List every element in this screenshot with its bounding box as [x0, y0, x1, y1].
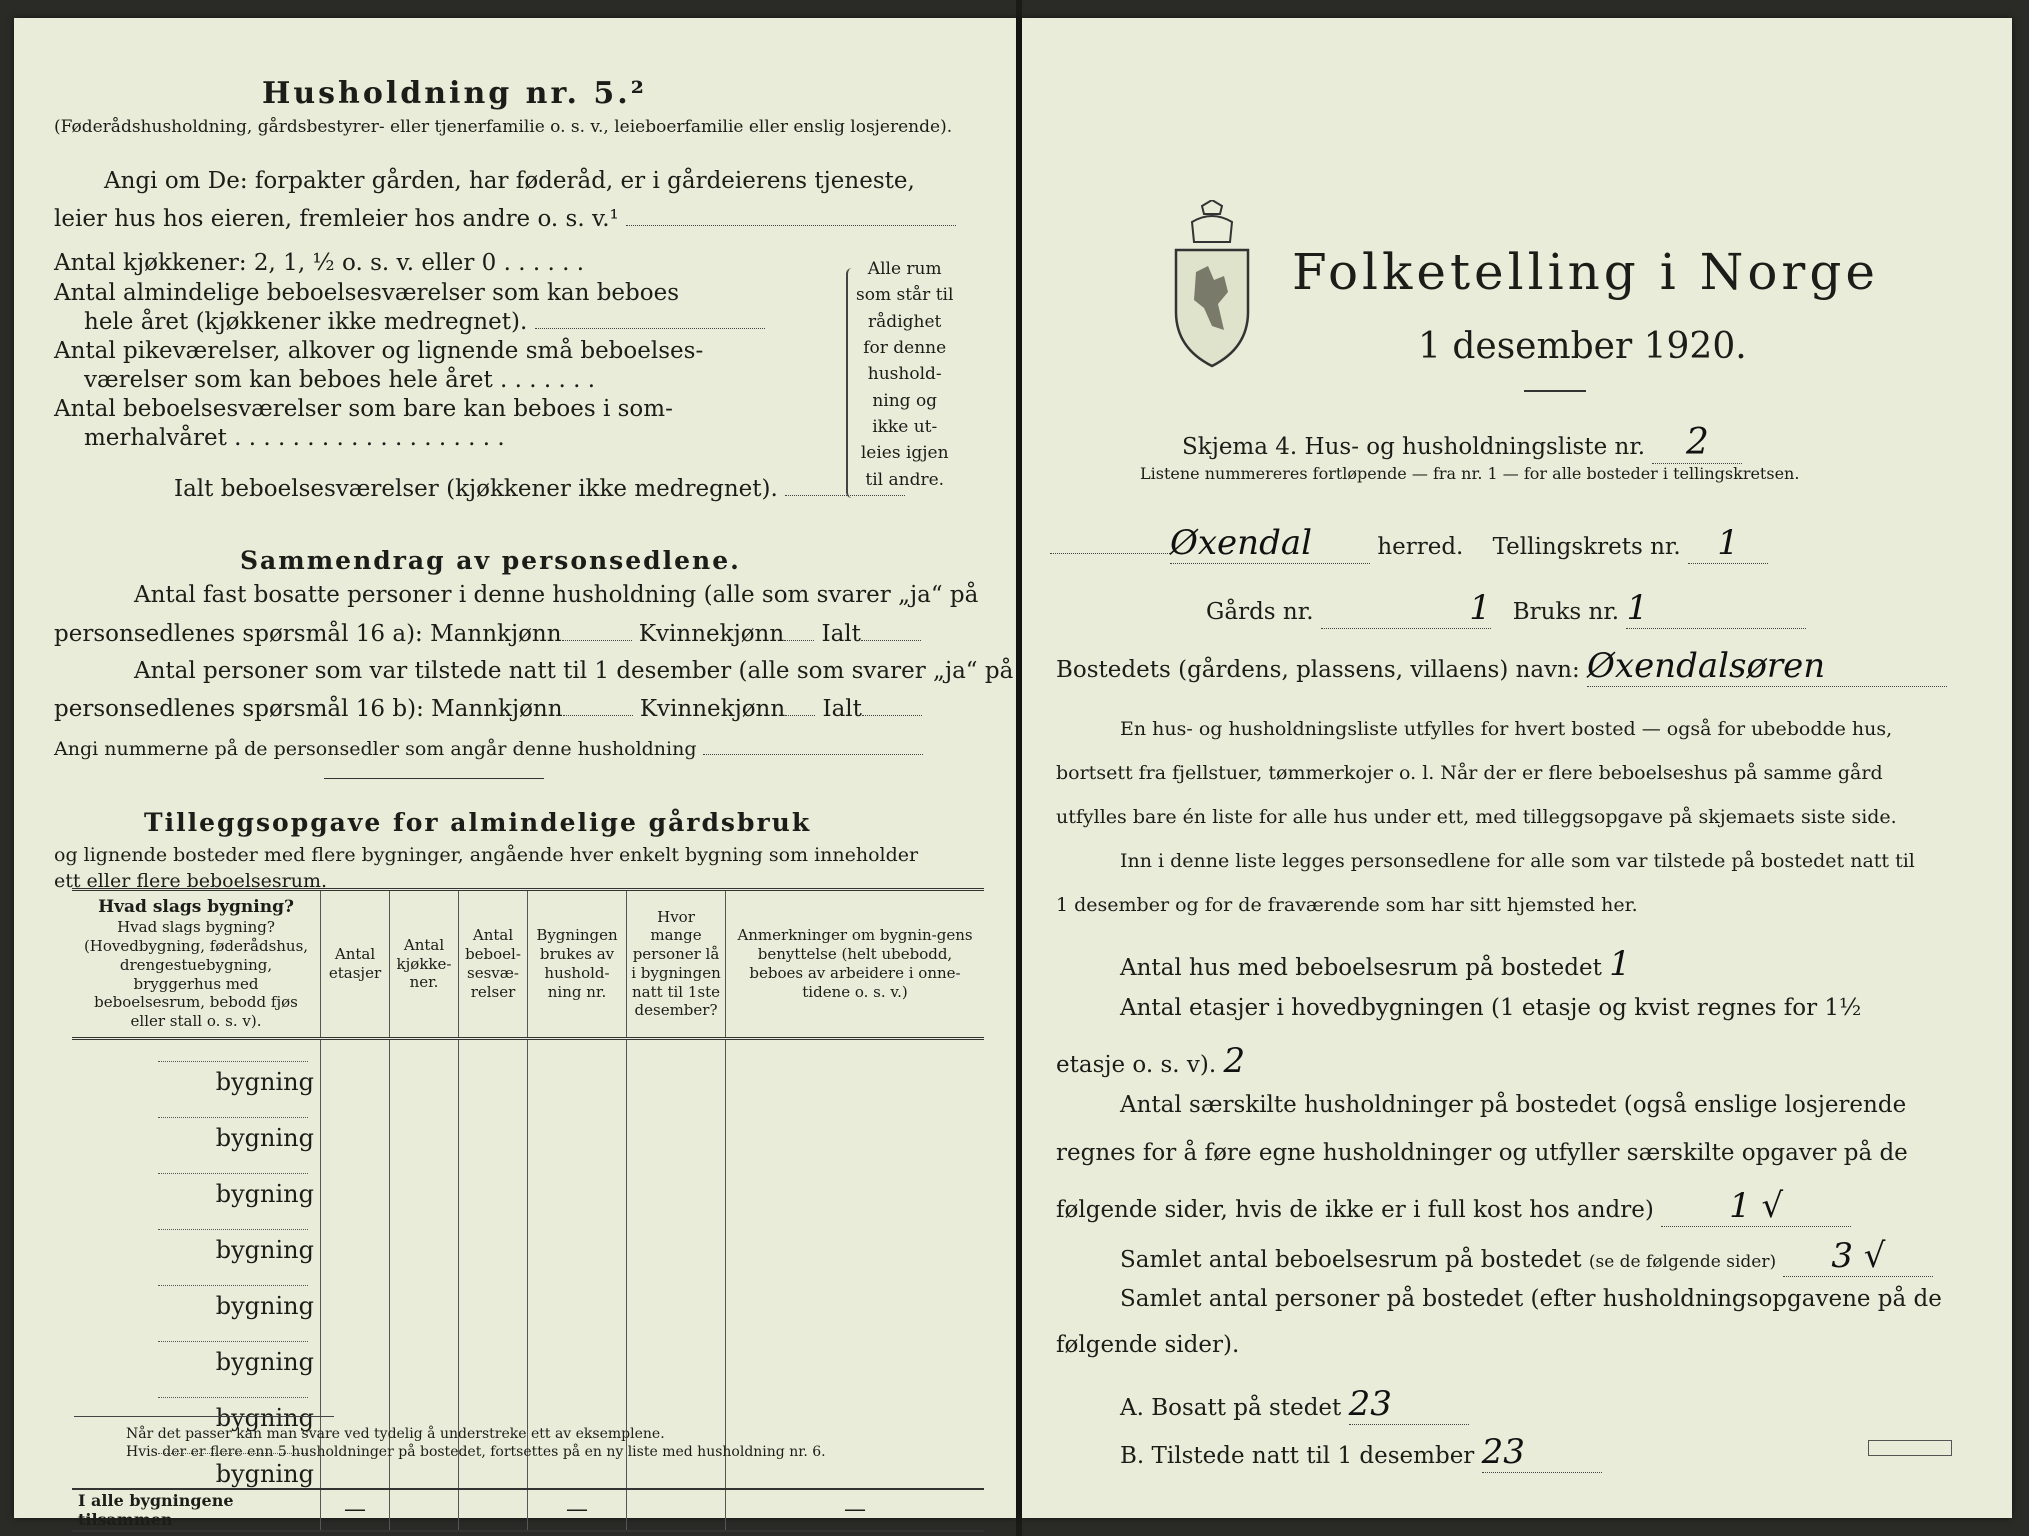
instr4: Inn i denne liste legges personsedlene for alle som var tilstede på bostedet natt til	[1120, 850, 1915, 872]
bosted-line: Bostedets (gårdens, plassens, villaens) navn: Øxendalsøren	[1056, 646, 1947, 687]
household-title: Husholdning nr. 5.²	[262, 76, 647, 111]
instr3: utfylles bare én liste for alle hus under ett, med tilleggsopgave på skjemaets siste side.	[1056, 806, 1897, 828]
col-building-type: Hvad slags bygning? Hvad slags bygning? (Hovedbygning, føderådshus, drengestuebygning, bryggerhus med beboelsesrum, bebodd fjøs eller stall o. s. v).	[72, 890, 321, 1039]
table-row: bygning	[72, 1376, 984, 1432]
table-row: bygning	[72, 1096, 984, 1152]
rooms-summer-cont: merhalvåret . . . . . . . . . . . . . . . . . . .	[84, 425, 505, 451]
q-hush2: regnes for å føre egne husholdninger og utfyller særskilte opgaver på de	[1056, 1140, 1908, 1166]
summary-line5: Angi nummerne på de personsedler som angår denne husholdning	[54, 738, 923, 760]
brace	[846, 268, 856, 498]
q-pers2: følgende sider).	[1056, 1332, 1240, 1358]
summary-line3: Antal personer som var tilstede natt til 1 desember (alle som svarer „ja“ på	[134, 658, 1014, 684]
table-row: bygning	[72, 1038, 984, 1096]
supplement-title: Tilleggsopgave for almindelige gårdsbruk	[144, 808, 812, 837]
table-row: bygning	[72, 1264, 984, 1320]
table-row: bygning	[72, 1432, 984, 1489]
right-page	[1022, 18, 2012, 1518]
household-subtitle: (Føderådshusholdning, gårdsbestyrer- eller tjenerfamilie o. s. v., leieboerfamilie eller enslig losjerende).	[54, 117, 953, 137]
col-remarks: Anmerkninger om bygnin-gens benyttelse (helt ubebodd, beboes av arbeidere i onne-tidene o. s. v.)	[726, 890, 985, 1039]
divider	[324, 778, 544, 779]
q-a: A. Bosatt på stedet 23	[1120, 1384, 1469, 1425]
printer-stamp	[1868, 1440, 1952, 1456]
list-note: Listene nummereres fortløpende — fra nr. 1 — for alle bosteder i tellingskretsen.	[1140, 464, 1800, 483]
census-title: Folketelling i Norge	[1292, 243, 1879, 301]
q-rum: Samlet antal beboelsesrum på bostedet (se de følgende sider) 3 √	[1120, 1236, 1933, 1277]
instr2: bortsett fra fjellstuer, tømmerkojer o. l. Når der er flere beboelseshus på samme gård	[1056, 762, 1883, 784]
table-total-row: I alle bygningene tilsammen — — —	[72, 1489, 984, 1531]
census-date: 1 desember 1920.	[1418, 326, 1747, 367]
col-kitchens: Antal kjøkke-ner.	[390, 890, 459, 1039]
summary-title: Sammendrag av personsedlene.	[240, 546, 741, 575]
q-b: B. Tilstede natt til 1 desember 23	[1120, 1432, 1602, 1473]
title-rule	[1524, 390, 1586, 392]
gards-line: Gårds nr. 1 Bruks nr. 1	[1206, 588, 1806, 629]
rooms-ordinary: Antal almindelige beboelsesværelser som kan beboes	[54, 280, 680, 306]
table-row: bygning	[72, 1152, 984, 1208]
col-persons: Hvor mange personer lå i bygningen natt til 1ste desember?	[627, 890, 726, 1039]
angi-line2: leier hus hos eieren, fremleier hos andre o. s. v.¹	[54, 206, 956, 232]
schema-line: Skjema 4. Hus- og husholdningsliste nr. 2	[1182, 422, 1742, 464]
angi-line1: Angi om De: forpakter gården, har føderåd, er i gårdeierens tjeneste,	[104, 168, 915, 194]
q-hus: Antal hus med beboelsesrum på bostedet 1	[1120, 944, 1631, 984]
col-rooms: Antal beboel-sesvæ-relser	[459, 890, 528, 1039]
footnote-rule	[74, 1416, 334, 1417]
instr1: En hus- og husholdningsliste utfylles for hvert bosted — også for ubebodde hus,	[1120, 718, 1893, 740]
table-row: bygning	[72, 1320, 984, 1376]
table-row: bygning	[72, 1208, 984, 1264]
q-hush1: Antal særskilte husholdninger på bostedet (også enslige losjerende	[1120, 1092, 1907, 1118]
summary-line2: personsedlenes spørsmål 16 a): Mannkjønn Kvinnekjønn Ialt	[54, 621, 921, 647]
supplement-text1: og lignende bosteder med flere bygninger, angående hver enkelt bygning som inneholder	[54, 844, 919, 866]
col-floors: Antal etasjer	[321, 890, 390, 1039]
q-etasjer1: Antal etasjer i hovedbygningen (1 etasje og kvist regnes for 1½	[1120, 995, 1862, 1021]
q-pers1: Samlet antal personer på bostedet (efter husholdningsopgavene på de	[1120, 1286, 1942, 1312]
side-note: Alle rum som står til rådighet for denne hushold- ning og ikke ut- leies igjen til andre.	[856, 259, 954, 490]
q-etasjer2: etasje o. s. v). 2	[1056, 1041, 1246, 1081]
rooms-total: Ialt beboelsesværelser (kjøkkener ikke medregnet).	[174, 476, 905, 502]
left-page	[14, 18, 1016, 1529]
rooms-ordinary-cont: hele året (kjøkkener ikke medregnet).	[84, 309, 765, 335]
instr5: 1 desember og for de fraværende som har sitt hjemsted her.	[1056, 894, 1638, 916]
rooms-maid-cont: værelser som kan beboes hele året . . . . . . .	[84, 367, 596, 393]
herred-line: Øxendal herred. Tellingskrets nr. 1	[1050, 523, 1768, 564]
summary-line4: personsedlenes spørsmål 16 b): Mannkjønn Kvinnekjønn Ialt	[54, 696, 922, 722]
q-hush3: følgende sider, hvis de ikke er i full kost hos andre) 1 √	[1056, 1186, 1851, 1227]
summary-line1: Antal fast bosatte personer i denne husholdning (alle som svarer „ja“ på	[134, 582, 979, 608]
footnote1: Når det passer kan man svare ved tydelig å understreke ett av eksemplene.	[126, 1426, 665, 1442]
rooms-kitchens: Antal kjøkkener: 2, 1, ½ o. s. v. eller 0 . . . . . .	[54, 250, 585, 276]
coat-of-arms-icon	[1164, 200, 1260, 370]
footnote2: Hvis der er flere enn 5 husholdninger på bostedet, fortsettes på en ny liste med husholdning nr. 6.	[126, 1444, 826, 1460]
supplement-text2: ett eller flere beboelsesrum.	[54, 870, 328, 892]
col-household: Bygningen brukes av hushold-ning nr.	[528, 890, 627, 1039]
rooms-summer: Antal beboelsesværelser som bare kan beboes i som-	[54, 396, 673, 422]
rooms-maid: Antal pikeværelser, alkover og lignende små beboelses-	[54, 338, 704, 364]
